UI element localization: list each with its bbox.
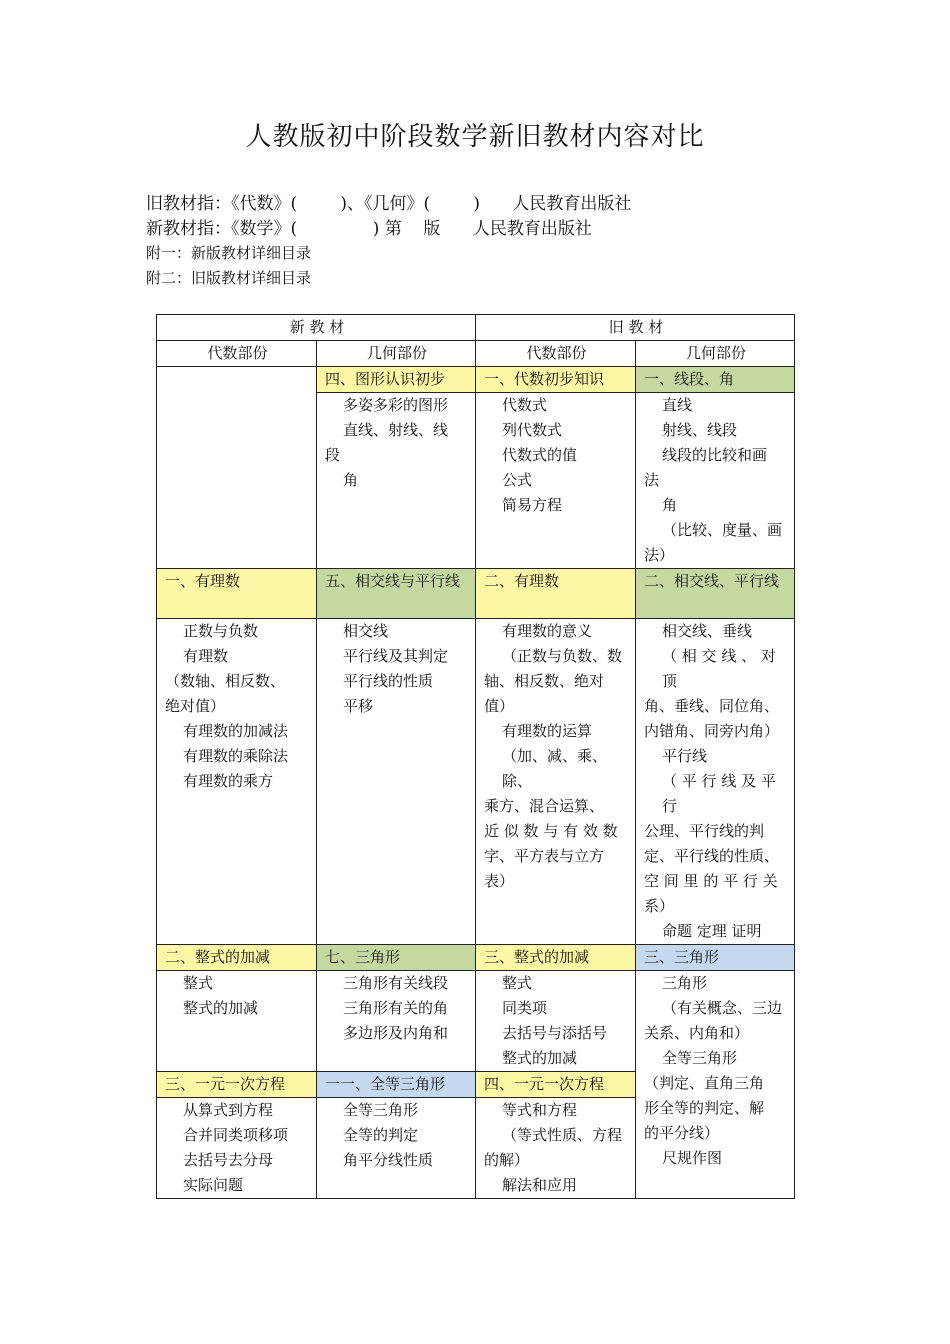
list-item: 多姿多彩的图形 xyxy=(343,396,449,414)
s3-new-geo-list xyxy=(317,971,476,1072)
list-item: 公式 xyxy=(502,471,533,489)
s2-old-geo-list xyxy=(636,619,795,945)
list-item: 平行线 xyxy=(662,747,708,765)
list-item: 有理数的意义 xyxy=(502,622,593,640)
s4-new-alg-list xyxy=(157,1098,317,1199)
s4-old-alg-list xyxy=(476,1098,636,1199)
list-item: 字、平方表与立方 xyxy=(484,847,605,865)
list-item: （等式性质、方程 xyxy=(502,1126,623,1144)
s4-new-geo-list xyxy=(317,1098,476,1199)
list-item: 有理数 xyxy=(183,647,229,665)
list-item: 三角形 xyxy=(662,974,708,992)
list-item: 角 xyxy=(662,496,678,514)
list-item: （ 平 行 线 及 平 行 xyxy=(662,772,776,815)
appendix-2: 附二：旧版教材详细目录 xyxy=(146,269,312,287)
page-title: 人教版初中阶段数学新旧教材内容对比 xyxy=(245,122,705,152)
list-item: 去括号与添括号 xyxy=(502,1024,608,1042)
col-new-geometry: 几何部份 xyxy=(317,341,476,367)
list-item: 合并同类项移项 xyxy=(183,1126,289,1144)
list-item: 整式 xyxy=(502,974,533,992)
s1-new-geo-list xyxy=(317,393,476,569)
s1-old-geo-head: 一、线段、角 xyxy=(636,367,795,393)
list-item: （有关概念、三边 xyxy=(662,999,783,1017)
col-old-geometry: 几何部份 xyxy=(636,341,795,367)
list-item: 相交线 xyxy=(343,622,389,640)
list-item: 的解） xyxy=(484,1151,530,1169)
s3-old-alg-list xyxy=(476,971,636,1072)
s4-new-alg-head: 三、一元一次方程 xyxy=(157,1072,317,1098)
s1-new-geo-head: 四、图形认识初步 xyxy=(317,367,476,393)
list-item: 相交线、垂线 xyxy=(662,622,753,640)
list-item: 从算式到方程 xyxy=(183,1101,274,1119)
list-item: 平行线及其判定 xyxy=(343,647,449,665)
list-item: 乘方、混合运算、 xyxy=(484,797,605,815)
comparison-table xyxy=(156,314,795,1199)
appendix-1: 附一：新版教材详细目录 xyxy=(146,244,312,262)
list-item: 的平分线） xyxy=(644,1124,720,1142)
s3-new-alg-list xyxy=(157,971,317,1072)
list-item: （ 相 交 线 、 对 顶 xyxy=(662,647,776,690)
s1-old-geo-list xyxy=(636,393,795,569)
col-old-algebra: 代数部份 xyxy=(476,341,636,367)
list-item: 系） xyxy=(644,897,675,915)
list-item: 整式的加减 xyxy=(183,999,259,1017)
list-item: 平移 xyxy=(343,697,374,715)
list-item: 有理数的乘除法 xyxy=(183,747,289,765)
list-item: 命题 定理 证明 xyxy=(662,922,762,940)
header-old: 旧 教 材 xyxy=(476,315,795,341)
s2-old-alg-list xyxy=(476,619,636,945)
list-item: 内错角、同旁内角） xyxy=(644,722,780,740)
s3-new-alg-head: 二、整式的加减 xyxy=(157,945,317,971)
header-new: 新 教 材 xyxy=(157,315,476,341)
s1-new-alg-empty xyxy=(157,367,317,569)
list-item: 绝对值） xyxy=(165,697,226,715)
s2-old-alg-head: 二、有理数 xyxy=(476,569,636,619)
s3-new-geo-head: 七、三角形 xyxy=(317,945,476,971)
list-item: 同类项 xyxy=(502,999,548,1017)
list-item: 有理数的运算 xyxy=(502,722,593,740)
list-item: 实际问题 xyxy=(183,1176,244,1194)
list-item: 等式和方程 xyxy=(502,1101,578,1119)
s1-old-alg-list xyxy=(476,393,636,569)
list-item: 角、垂线、同位角、 xyxy=(644,697,780,715)
list-item: 全等三角形 xyxy=(343,1101,419,1119)
s4-old-alg-head: 四、一元一次方程 xyxy=(476,1072,636,1098)
list-item: 直线 xyxy=(662,396,693,414)
col-new-algebra: 代数部份 xyxy=(157,341,317,367)
list-item: 解法和应用 xyxy=(502,1176,578,1194)
list-item: 多边形及内角和 xyxy=(343,1024,449,1042)
list-item: 线段的比较和画 xyxy=(662,446,768,464)
list-item: 全等的判定 xyxy=(343,1126,419,1144)
list-item: 近 似 数 与 有 效 数 xyxy=(484,822,618,840)
list-item: 正数与负数 xyxy=(183,622,259,640)
old-textbook-line: 旧教材指：《代数》( )、《几何》( ) 人民教育出版社 xyxy=(146,194,632,214)
list-item: （加、减、乘、除、 xyxy=(502,747,608,790)
new-textbook-line: 新教材指：《数学》( ) 第 版 人民教育出版社 xyxy=(146,219,592,239)
list-item: 段 xyxy=(325,446,341,464)
list-item: 全等三角形 xyxy=(662,1049,738,1067)
list-item: 有理数的加减法 xyxy=(183,722,289,740)
list-item: 直线、射线、线 xyxy=(343,421,449,439)
list-item: 简易方程 xyxy=(502,496,563,514)
list-item: 整式的加减 xyxy=(502,1049,578,1067)
list-item: 代数式的值 xyxy=(502,446,578,464)
list-item: 列代数式 xyxy=(502,421,563,439)
s2-new-geo-list xyxy=(317,619,476,945)
s1-old-alg-head: 一、代数初步知识 xyxy=(476,367,636,393)
list-item: 关系、内角和） xyxy=(644,1024,750,1042)
list-item: 公理、平行线的判 xyxy=(644,822,765,840)
list-item: （比较、度量、画 xyxy=(662,521,783,539)
list-item: 平行线的性质 xyxy=(343,672,434,690)
s4-new-geo-head: 一一、全等三角形 xyxy=(317,1072,476,1098)
list-item: 法 xyxy=(644,471,660,489)
list-item: 表） xyxy=(484,872,515,890)
s2-new-geo-head: 五、相交线与平行线 xyxy=(317,569,476,619)
list-item: 轴、相反数、绝对 xyxy=(484,672,605,690)
list-item: （数轴、相反数、 xyxy=(165,672,286,690)
list-item: 形全等的判定、解 xyxy=(644,1099,765,1117)
s3-old-geo-head: 三、三角形 xyxy=(636,945,795,971)
list-item: 代数式 xyxy=(502,396,548,414)
s3-old-geo-list xyxy=(636,971,795,1199)
list-item: 三角形有关的角 xyxy=(343,999,449,1017)
list-item: 尺规作图 xyxy=(662,1149,723,1167)
list-item: 空 间 里 的 平 行 关 xyxy=(644,872,778,890)
s2-new-alg-head: 一、有理数 xyxy=(157,569,317,619)
list-item: 角平分线性质 xyxy=(343,1151,434,1169)
list-item: 有理数的乘方 xyxy=(183,772,274,790)
list-item: 三角形有关线段 xyxy=(343,974,449,992)
list-item: 定、平行线的性质、 xyxy=(644,847,780,865)
s2-new-alg-list xyxy=(157,619,317,945)
list-item: 角 xyxy=(343,471,359,489)
list-item: 值） xyxy=(484,697,515,715)
list-item: 法） xyxy=(644,546,675,564)
s3-old-alg-head: 三、整式的加减 xyxy=(476,945,636,971)
list-item: （正数与负数、数 xyxy=(502,647,623,665)
list-item: 射线、线段 xyxy=(662,421,738,439)
s2-old-geo-head: 二、相交线、平行线 xyxy=(636,569,795,619)
list-item: 去括号去分母 xyxy=(183,1151,274,1169)
list-item: 整式 xyxy=(183,974,214,992)
list-item: （判定、直角三角 xyxy=(644,1074,765,1092)
